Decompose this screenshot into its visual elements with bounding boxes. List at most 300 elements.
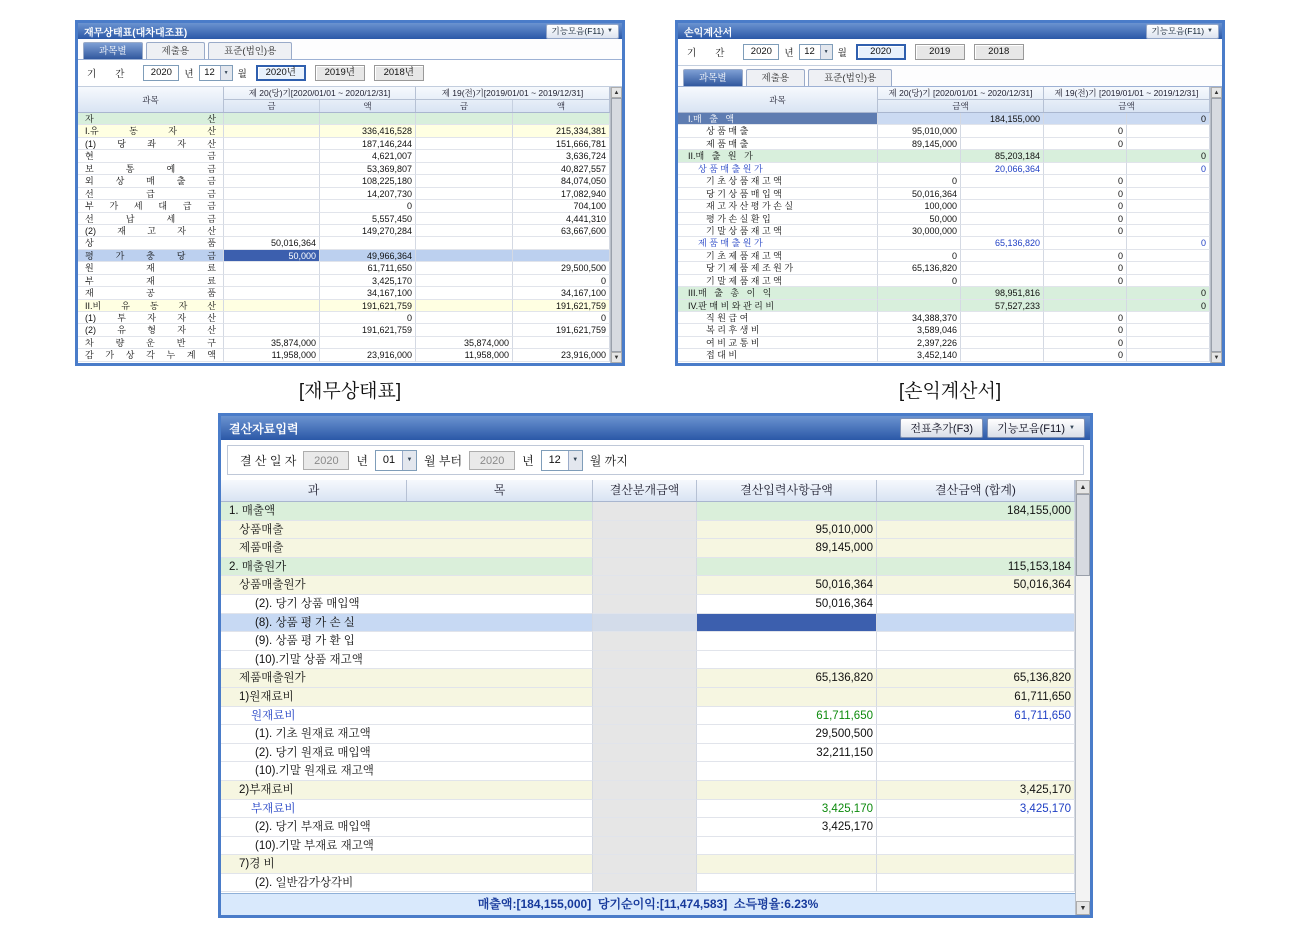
amount-cell-c3[interactable] (1044, 237, 1127, 249)
table-row[interactable] (78, 225, 622, 237)
year-button-2020[interactable]: 2020 (856, 44, 906, 60)
amount-cell-c2[interactable]: 184,155,000 (961, 113, 1044, 125)
amount-cell-journal[interactable] (593, 576, 697, 595)
account-name-cell[interactable]: (8). 상품 평 가 손 실 (221, 614, 593, 633)
account-name-cell[interactable]: 기 초 제 품 재 고 액 (678, 250, 878, 262)
feature-menu-button[interactable]: 기능모음(F11) ▼ (546, 24, 619, 39)
amount-cell-c1[interactable] (224, 150, 320, 162)
amount-cell-input[interactable] (697, 558, 877, 577)
amount-cell-total[interactable] (877, 874, 1075, 893)
scroll-down-icon[interactable]: ▼ (1211, 352, 1222, 363)
account-name-cell[interactable]: (2) 유 형 자 산 (78, 324, 224, 336)
table-row[interactable] (221, 725, 1090, 744)
amount-cell-c4[interactable]: 29,500,500 (513, 262, 610, 274)
amount-cell-c4[interactable] (1127, 125, 1210, 137)
table-row[interactable] (78, 125, 622, 137)
amount-cell-c4[interactable] (1127, 275, 1210, 287)
amount-cell-c2[interactable] (961, 337, 1044, 349)
scroll-down-icon[interactable]: ▼ (1076, 901, 1090, 915)
amount-cell-input[interactable]: 65,136,820 (697, 669, 877, 688)
amount-cell-c1[interactable] (878, 113, 961, 125)
tab-standard-corporate[interactable]: 표준(법인)용 (808, 69, 892, 86)
amount-cell-c3[interactable] (416, 275, 513, 287)
amount-cell-c3[interactable] (416, 225, 513, 237)
amount-cell-total[interactable]: 115,153,184 (877, 558, 1075, 577)
amount-cell-c4[interactable]: 191,621,759 (513, 300, 610, 312)
account-name-cell[interactable]: (10).기말 부재료 재고액 (221, 837, 593, 856)
amount-cell-journal[interactable] (593, 800, 697, 819)
amount-cell-input[interactable]: 95,010,000 (697, 521, 877, 540)
account-name-cell[interactable]: 상품매출 (221, 521, 593, 540)
amount-cell-c1[interactable] (224, 125, 320, 137)
account-name-cell[interactable]: (2). 일반감가상각비 (221, 874, 593, 893)
amount-cell-c4[interactable]: 0 (1127, 300, 1210, 312)
account-name-cell[interactable]: I.유 동 자 산 (78, 125, 224, 137)
table-row[interactable] (221, 707, 1090, 726)
table-row[interactable] (678, 138, 1222, 150)
table-row[interactable] (678, 113, 1222, 125)
amount-cell-total[interactable] (877, 539, 1075, 558)
account-name-cell[interactable]: 1. 매출액 (221, 502, 593, 521)
amount-cell-c1[interactable] (878, 150, 961, 162)
table-row[interactable] (221, 521, 1090, 540)
table-row[interactable] (678, 213, 1222, 225)
amount-cell-journal[interactable] (593, 707, 697, 726)
amount-cell-journal[interactable] (593, 781, 697, 800)
account-name-cell[interactable]: (10).기말 원재료 재고액 (221, 762, 593, 781)
feature-menu-button[interactable]: 기능모음(F11) ▼ (987, 418, 1085, 438)
amount-cell-c2[interactable] (961, 225, 1044, 237)
table-row[interactable] (678, 300, 1222, 312)
amount-cell-c2[interactable]: 0 (320, 200, 416, 212)
account-name-cell[interactable]: (2). 당기 원재료 매입액 (221, 744, 593, 763)
amount-cell-c1[interactable] (224, 312, 320, 324)
scroll-track[interactable] (611, 98, 622, 352)
amount-cell-c2[interactable]: 65,136,820 (961, 237, 1044, 249)
amount-cell-input[interactable] (697, 688, 877, 707)
amount-cell-total[interactable]: 61,711,650 (877, 707, 1075, 726)
amount-cell-c4[interactable] (1127, 262, 1210, 274)
account-name-cell[interactable]: (9). 상품 평 가 환 입 (221, 632, 593, 651)
amount-cell-journal[interactable] (593, 669, 697, 688)
amount-cell-c2[interactable] (961, 250, 1044, 262)
table-row[interactable] (221, 539, 1090, 558)
account-name-cell[interactable]: 제품매출 (221, 539, 593, 558)
to-month-select[interactable]: 12 ▼ (541, 450, 583, 471)
table-row[interactable] (78, 349, 622, 361)
amount-cell-input[interactable]: 61,711,650 (697, 707, 877, 726)
account-name-cell[interactable]: 보 통 예 금 (78, 163, 224, 175)
amount-cell-input[interactable] (697, 837, 877, 856)
amount-cell-c1[interactable] (224, 113, 320, 125)
amount-cell-c4[interactable]: 3,636,724 (513, 150, 610, 162)
table-row[interactable] (221, 502, 1090, 521)
amount-cell-c1[interactable]: 65,136,820 (878, 262, 961, 274)
account-name-cell[interactable]: 1)원재료비 (221, 688, 593, 707)
account-name-cell[interactable]: 평 가 충 당 금 (78, 250, 224, 262)
amount-cell-c3[interactable] (1044, 113, 1127, 125)
amount-cell-c1[interactable]: 0 (878, 250, 961, 262)
amount-cell-journal[interactable] (593, 874, 697, 893)
amount-cell-total[interactable] (877, 762, 1075, 781)
account-name-cell[interactable]: IV.판 매 비 와 관 리 비 (678, 300, 878, 312)
amount-cell-c4[interactable]: 0 (513, 312, 610, 324)
amount-cell-c3[interactable] (1044, 287, 1127, 299)
amount-cell-c1[interactable]: 0 (878, 275, 961, 287)
amount-cell-total[interactable] (877, 744, 1075, 763)
amount-cell-c2[interactable] (961, 200, 1044, 212)
account-name-cell[interactable]: II.비 유 동 자 산 (78, 300, 224, 312)
table-row[interactable] (221, 558, 1090, 577)
amount-cell-journal[interactable] (593, 818, 697, 837)
amount-cell-c4[interactable]: 151,666,781 (513, 138, 610, 150)
amount-cell-c2[interactable]: 49,966,364 (320, 250, 416, 262)
amount-cell-journal[interactable] (593, 614, 697, 633)
amount-cell-c3[interactable] (416, 324, 513, 336)
account-name-cell[interactable]: 2. 매출원가 (221, 558, 593, 577)
amount-cell-c2[interactable] (961, 213, 1044, 225)
amount-cell-c1[interactable] (878, 163, 961, 175)
from-month-select[interactable]: 01 ▼ (375, 450, 417, 471)
amount-cell-journal[interactable] (593, 688, 697, 707)
account-name-cell[interactable]: 상 품 매 출 (678, 125, 878, 137)
amount-cell-journal[interactable] (593, 855, 697, 874)
amount-cell-c2[interactable]: 0 (320, 312, 416, 324)
account-name-cell[interactable]: 현 금 (78, 150, 224, 162)
amount-cell-c3[interactable] (1044, 300, 1127, 312)
account-name-cell[interactable]: 평 가 손 실 환 입 (678, 213, 878, 225)
amount-cell-total[interactable] (877, 651, 1075, 670)
amount-cell-c3[interactable]: 11,958,000 (416, 349, 513, 361)
account-name-cell[interactable]: 선 납 세 금 (78, 213, 224, 225)
amount-cell-c3[interactable]: 0 (1044, 175, 1127, 187)
account-name-cell[interactable]: 원재료비 (221, 707, 593, 726)
amount-cell-c3[interactable]: 0 (1044, 349, 1127, 361)
amount-cell-c3[interactable]: 0 (1044, 213, 1127, 225)
amount-cell-input[interactable] (697, 614, 877, 633)
amount-cell-c3[interactable] (416, 188, 513, 200)
amount-cell-c2[interactable] (320, 113, 416, 125)
amount-cell-c3[interactable] (416, 138, 513, 150)
table-row[interactable] (78, 200, 622, 212)
amount-cell-c2[interactable] (961, 275, 1044, 287)
amount-cell-c1[interactable] (878, 237, 961, 249)
amount-cell-c3[interactable] (416, 163, 513, 175)
amount-cell-c4[interactable]: 23,916,000 (513, 349, 610, 361)
amount-cell-c4[interactable]: 63,667,600 (513, 225, 610, 237)
account-name-cell[interactable]: 2)부재료비 (221, 781, 593, 800)
amount-cell-journal[interactable] (593, 539, 697, 558)
amount-cell-total[interactable] (877, 595, 1075, 614)
amount-cell-c2[interactable]: 85,203,184 (961, 150, 1044, 162)
amount-cell-c4[interactable] (1127, 200, 1210, 212)
amount-cell-c1[interactable]: 30,000,000 (878, 225, 961, 237)
amount-cell-c2[interactable] (961, 125, 1044, 137)
amount-cell-c2[interactable]: 191,621,759 (320, 300, 416, 312)
account-name-cell[interactable]: 접 대 비 (678, 349, 878, 361)
account-name-cell[interactable]: 부재료비 (221, 800, 593, 819)
amount-cell-c2[interactable] (961, 312, 1044, 324)
amount-cell-c1[interactable] (878, 300, 961, 312)
account-name-cell[interactable]: (1). 기초 원재료 재고액 (221, 725, 593, 744)
amount-cell-total[interactable] (877, 818, 1075, 837)
tab-by-account[interactable]: 과목별 (83, 42, 143, 59)
amount-cell-c2[interactable] (320, 237, 416, 249)
amount-cell-c2[interactable] (961, 262, 1044, 274)
amount-cell-c2[interactable]: 4,621,007 (320, 150, 416, 162)
table-row[interactable] (221, 781, 1090, 800)
account-name-cell[interactable]: III.매 출 총 이 익 (678, 287, 878, 299)
amount-cell-total[interactable]: 3,425,170 (877, 781, 1075, 800)
table-row[interactable] (221, 837, 1090, 856)
amount-cell-c4[interactable]: 40,827,557 (513, 163, 610, 175)
amount-cell-c3[interactable] (416, 125, 513, 137)
amount-cell-c1[interactable]: 50,000 (878, 213, 961, 225)
table-row[interactable] (78, 262, 622, 274)
account-name-cell[interactable]: 제품매출원가 (221, 669, 593, 688)
tab-submission[interactable]: 제출용 (146, 42, 206, 59)
table-row[interactable] (678, 250, 1222, 262)
amount-cell-c1[interactable]: 89,145,000 (878, 138, 961, 150)
tab-by-account[interactable]: 과목별 (683, 69, 743, 86)
vertical-scrollbar[interactable] (610, 87, 622, 363)
amount-cell-c1[interactable]: 3,589,046 (878, 324, 961, 336)
tab-standard-corporate[interactable]: 표준(법인)용 (208, 42, 292, 59)
scroll-down-icon[interactable]: ▼ (611, 352, 622, 363)
table-row[interactable] (678, 287, 1222, 299)
scroll-track[interactable] (1211, 98, 1222, 352)
table-row[interactable] (78, 287, 622, 299)
table-row[interactable] (221, 855, 1090, 874)
table-row[interactable] (221, 762, 1090, 781)
table-row[interactable] (78, 337, 622, 349)
account-name-cell[interactable]: II.매 출 원 가 (678, 150, 878, 162)
amount-cell-c4[interactable]: 0 (513, 275, 610, 287)
amount-cell-c1[interactable]: 34,388,370 (878, 312, 961, 324)
table-row[interactable] (78, 188, 622, 200)
feature-menu-button[interactable]: 기능모음(F11) ▼ (1146, 24, 1219, 39)
amount-cell-journal[interactable] (593, 558, 697, 577)
account-name-cell[interactable]: 기 초 상 품 재 고 액 (678, 175, 878, 187)
amount-cell-input[interactable] (697, 874, 877, 893)
amount-cell-journal[interactable] (593, 595, 697, 614)
amount-cell-input[interactable]: 50,016,364 (697, 576, 877, 595)
table-row[interactable] (221, 688, 1090, 707)
amount-cell-c3[interactable] (416, 237, 513, 249)
amount-cell-c4[interactable] (1127, 225, 1210, 237)
amount-cell-c1[interactable] (224, 275, 320, 287)
amount-cell-c3[interactable]: 0 (1044, 337, 1127, 349)
amount-cell-total[interactable]: 61,711,650 (877, 688, 1075, 707)
table-row[interactable] (221, 874, 1090, 893)
amount-cell-total[interactable] (877, 837, 1075, 856)
amount-cell-c2[interactable] (961, 349, 1044, 361)
amount-cell-c1[interactable] (224, 175, 320, 187)
table-row[interactable] (78, 237, 622, 249)
amount-cell-c2[interactable] (961, 175, 1044, 187)
amount-cell-c3[interactable] (1044, 163, 1127, 175)
amount-cell-c1[interactable]: 50,016,364 (878, 188, 961, 200)
year-input[interactable]: 2020 (743, 44, 779, 60)
amount-cell-c3[interactable] (416, 250, 513, 262)
table-row[interactable] (221, 614, 1090, 633)
table-row[interactable] (78, 250, 622, 262)
table-row[interactable] (678, 237, 1222, 249)
amount-cell-journal[interactable] (593, 762, 697, 781)
amount-cell-c3[interactable] (416, 262, 513, 274)
table-row[interactable] (221, 595, 1090, 614)
account-name-cell[interactable]: 원 재 료 (78, 262, 224, 274)
account-name-cell[interactable]: 감 가 상 각 누 계 액 (78, 349, 224, 361)
account-name-cell[interactable]: (1) 당 좌 자 산 (78, 138, 224, 150)
amount-cell-input[interactable]: 3,425,170 (697, 818, 877, 837)
amount-cell-c4[interactable] (513, 337, 610, 349)
table-row[interactable] (221, 651, 1090, 670)
amount-cell-input[interactable]: 89,145,000 (697, 539, 877, 558)
table-row[interactable] (78, 312, 622, 324)
account-name-cell[interactable]: (10).기말 상품 재고액 (221, 651, 593, 670)
amount-cell-c3[interactable]: 0 (1044, 125, 1127, 137)
amount-cell-c4[interactable]: 34,167,100 (513, 287, 610, 299)
amount-cell-c2[interactable]: 14,207,730 (320, 188, 416, 200)
amount-cell-c1[interactable] (224, 188, 320, 200)
amount-cell-input[interactable]: 50,016,364 (697, 595, 877, 614)
amount-cell-c4[interactable] (513, 113, 610, 125)
amount-cell-c3[interactable] (416, 200, 513, 212)
add-voucher-button[interactable]: 전표추가(F3) (900, 418, 983, 438)
amount-cell-input[interactable] (697, 632, 877, 651)
amount-cell-c4[interactable] (1127, 250, 1210, 262)
amount-cell-c3[interactable] (416, 113, 513, 125)
amount-cell-total[interactable] (877, 521, 1075, 540)
scroll-up-icon[interactable]: ▲ (1211, 87, 1222, 98)
table-row[interactable] (78, 324, 622, 336)
table-row[interactable] (678, 175, 1222, 187)
amount-cell-c4[interactable]: 0 (1127, 150, 1210, 162)
amount-cell-input[interactable]: 29,500,500 (697, 725, 877, 744)
amount-cell-journal[interactable] (593, 502, 697, 521)
account-name-cell[interactable]: 기 말 제 품 재 고 액 (678, 275, 878, 287)
table-row[interactable] (678, 312, 1222, 324)
amount-cell-c3[interactable] (416, 300, 513, 312)
table-row[interactable] (221, 800, 1090, 819)
amount-cell-c4[interactable] (1127, 175, 1210, 187)
year-button-2018[interactable]: 2018 (974, 44, 1024, 60)
amount-cell-c4[interactable] (1127, 324, 1210, 336)
table-row[interactable] (78, 213, 622, 225)
table-row[interactable] (678, 200, 1222, 212)
account-name-cell[interactable]: 직 원 급 여 (678, 312, 878, 324)
amount-cell-c4[interactable] (1127, 213, 1210, 225)
table-row[interactable] (78, 138, 622, 150)
amount-cell-c4[interactable] (1127, 188, 1210, 200)
amount-cell-journal[interactable] (593, 725, 697, 744)
account-name-cell[interactable]: (2). 당기 부재료 매입액 (221, 818, 593, 837)
amount-cell-input[interactable] (697, 651, 877, 670)
amount-cell-input[interactable] (697, 781, 877, 800)
amount-cell-journal[interactable] (593, 651, 697, 670)
amount-cell-c1[interactable] (224, 287, 320, 299)
table-row[interactable] (678, 324, 1222, 336)
table-row[interactable] (78, 163, 622, 175)
amount-cell-c1[interactable]: 95,010,000 (878, 125, 961, 137)
amount-cell-total[interactable] (877, 855, 1075, 874)
account-name-cell[interactable]: 상 품 (78, 237, 224, 249)
amount-cell-total[interactable] (877, 614, 1075, 633)
amount-cell-c4[interactable]: 0 (1127, 237, 1210, 249)
amount-cell-c2[interactable]: 23,916,000 (320, 349, 416, 361)
amount-cell-journal[interactable] (593, 837, 697, 856)
account-name-cell[interactable]: 기 말 상 품 재 고 액 (678, 225, 878, 237)
amount-cell-c3[interactable] (416, 150, 513, 162)
amount-cell-c3[interactable]: 0 (1044, 188, 1127, 200)
amount-cell-c1[interactable]: 2,397,226 (878, 337, 961, 349)
amount-cell-input[interactable] (697, 855, 877, 874)
amount-cell-total[interactable]: 65,136,820 (877, 669, 1075, 688)
account-name-cell[interactable]: 여 비 교 통 비 (678, 337, 878, 349)
amount-cell-c1[interactable] (224, 138, 320, 150)
amount-cell-c4[interactable] (1127, 312, 1210, 324)
amount-cell-c1[interactable]: 11,958,000 (224, 349, 320, 361)
amount-cell-c1[interactable] (224, 324, 320, 336)
account-name-cell[interactable]: 복 리 후 생 비 (678, 324, 878, 336)
table-row[interactable] (678, 262, 1222, 274)
year-input[interactable]: 2020 (143, 65, 179, 81)
scroll-up-icon[interactable]: ▲ (611, 87, 622, 98)
amount-cell-c1[interactable] (224, 225, 320, 237)
amount-cell-c3[interactable]: 0 (1044, 262, 1127, 274)
account-name-cell[interactable]: 재 공 품 (78, 287, 224, 299)
scroll-thumb[interactable] (611, 98, 622, 352)
table-row[interactable] (221, 744, 1090, 763)
amount-cell-c4[interactable]: 0 (1127, 113, 1210, 125)
year-button-2018[interactable]: 2018년 (374, 65, 424, 81)
tab-submission[interactable]: 제출용 (746, 69, 806, 86)
account-name-cell[interactable]: 자 산 (78, 113, 224, 125)
amount-cell-c2[interactable] (961, 138, 1044, 150)
amount-cell-total[interactable] (877, 725, 1075, 744)
account-name-cell[interactable]: 선 급 금 (78, 188, 224, 200)
account-name-cell[interactable]: 차 량 운 반 구 (78, 337, 224, 349)
amount-cell-c4[interactable] (1127, 138, 1210, 150)
amount-cell-c2[interactable]: 98,951,816 (961, 287, 1044, 299)
amount-cell-input[interactable]: 32,211,150 (697, 744, 877, 763)
account-name-cell[interactable]: 재 고 자 산 평 가 손 실 (678, 200, 878, 212)
amount-cell-c1[interactable] (224, 213, 320, 225)
account-name-cell[interactable]: 상품매출원가 (221, 576, 593, 595)
table-row[interactable] (78, 113, 622, 125)
amount-cell-c4[interactable] (513, 250, 610, 262)
amount-cell-c2[interactable]: 5,557,450 (320, 213, 416, 225)
table-row[interactable] (78, 275, 622, 287)
amount-cell-c3[interactable]: 0 (1044, 324, 1127, 336)
amount-cell-c2[interactable]: 53,369,807 (320, 163, 416, 175)
amount-cell-c4[interactable]: 704,100 (513, 200, 610, 212)
amount-cell-c3[interactable]: 0 (1044, 275, 1127, 287)
table-row[interactable] (78, 175, 622, 187)
scroll-up-icon[interactable]: ▲ (1076, 480, 1090, 494)
account-name-cell[interactable]: 외 상 매 출 금 (78, 175, 224, 187)
amount-cell-c3[interactable]: 0 (1044, 250, 1127, 262)
amount-cell-total[interactable]: 3,425,170 (877, 800, 1075, 819)
amount-cell-c2[interactable]: 108,225,180 (320, 175, 416, 187)
table-row[interactable] (678, 337, 1222, 349)
month-select[interactable]: 12 ▼ (199, 65, 233, 81)
amount-cell-c1[interactable]: 50,000 (224, 250, 320, 262)
table-row[interactable] (678, 125, 1222, 137)
amount-cell-c3[interactable]: 0 (1044, 138, 1127, 150)
table-row[interactable] (678, 150, 1222, 162)
